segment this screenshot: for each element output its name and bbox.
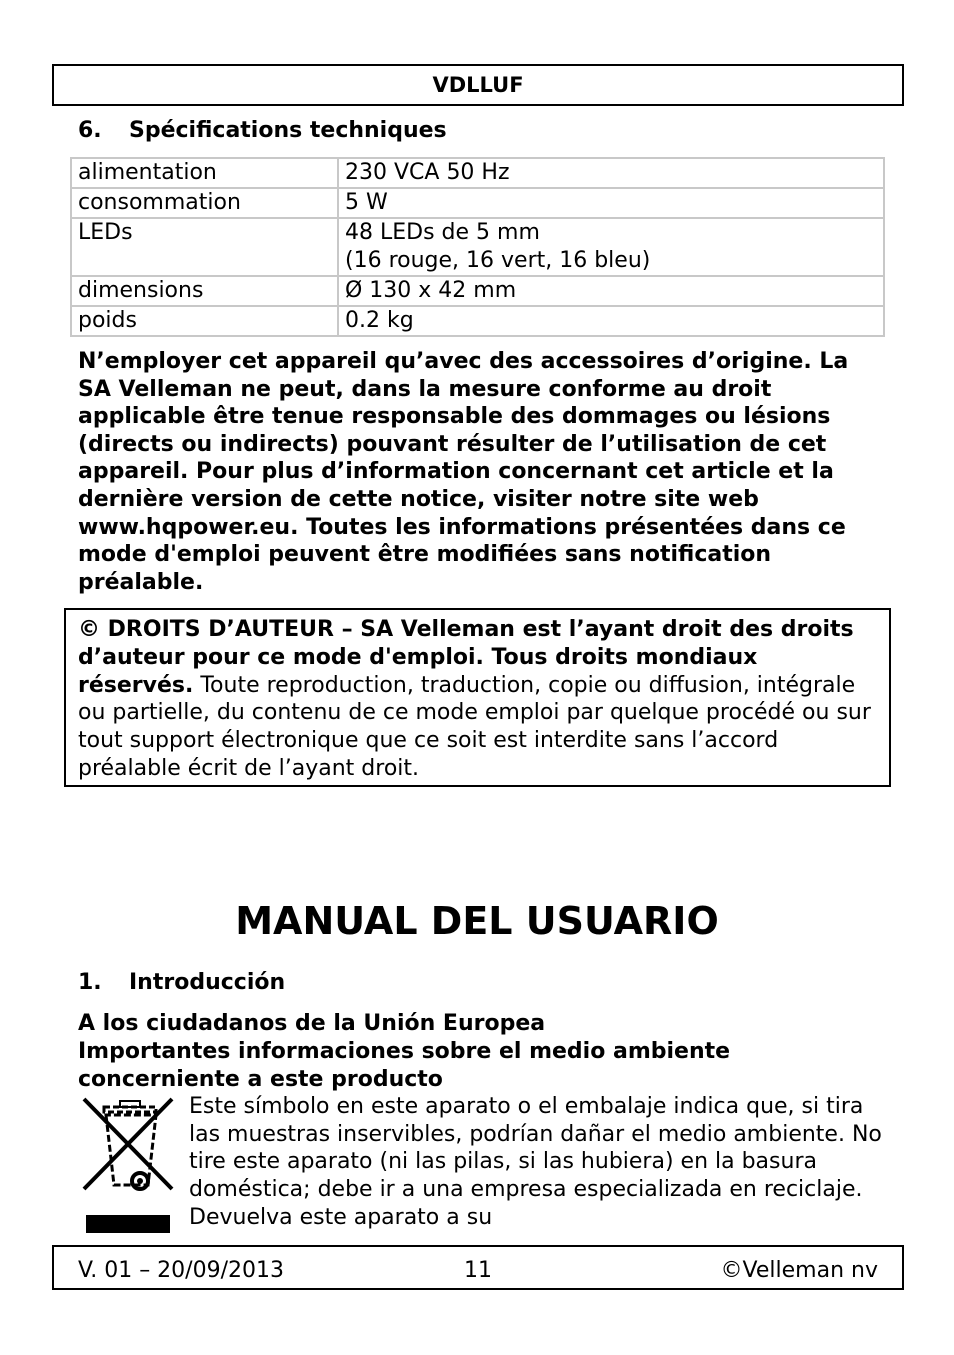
table-row xyxy=(71,158,884,188)
copyright-bold: © DROITS D’AUTEUR – SA Velleman est l’ayant droit des droits d’auteur pour ce mode d'emploi. Tous droits mondiaux réservés. xyxy=(78,617,854,698)
weee-icon xyxy=(78,1093,182,1235)
intro-number: 1. xyxy=(78,970,102,995)
spec-value-cell xyxy=(338,218,884,276)
spec-label: LEDs xyxy=(71,218,338,276)
spec-value: Ø 130 x 42 mm xyxy=(338,276,884,306)
model-code: VDLLUF xyxy=(432,73,524,97)
table-row xyxy=(71,306,884,336)
weee-description: Este símbolo en este aparato o el embalaje indica que, si tira las muestras inservibles, podrían dañar el medio ambiente. No tire este aparato (ni las pilas, si las hubiera) en la basura doméstica; debe ir a una empresa especializada en reciclaje. Devuelva este aparato a su xyxy=(189,1094,882,1230)
spec-table xyxy=(70,157,885,337)
table-row xyxy=(71,218,884,276)
intro-title: Introducción xyxy=(129,970,286,995)
environment-heading: Importantes informaciones sobre el medio ambiente concerniente a este producto xyxy=(78,1039,731,1092)
spec-value: 230 VCA 50 Hz xyxy=(338,158,884,188)
spec-label: dimensions xyxy=(71,276,338,306)
spec-label: consommation xyxy=(71,188,338,218)
table-row xyxy=(71,188,884,218)
specs-title: Spécifications techniques xyxy=(129,118,447,143)
spec-value: 5 W xyxy=(338,188,884,218)
footer-version: V. 01 – 20/09/2013 xyxy=(78,1258,284,1283)
spec-label: alimentation xyxy=(71,158,338,188)
spec-value: 0.2 kg xyxy=(338,306,884,336)
intro-heading xyxy=(78,968,285,998)
copyright-box xyxy=(64,608,891,787)
eu-citizens-heading: A los ciudadanos de la Unión Europea xyxy=(78,1011,546,1036)
specs-number: 6. xyxy=(78,118,102,143)
spec-value-detail: (16 rouge, 16 vert, 16 bleu) xyxy=(345,248,651,273)
spec-label: poids xyxy=(71,306,338,336)
copyright-text: Toute reproduction, traduction, copie ou diffusion, intégrale ou partielle, du contenu de ce mode emploi par quelque procédé ou sur tout support électronique que ce soit est interdite sans l’accord préalable écrit de l’ayant droit. xyxy=(78,672,871,781)
manual-title: MANUAL DEL USUARIO xyxy=(235,899,719,943)
footer-company: ©Velleman nv xyxy=(720,1258,878,1283)
document-header xyxy=(52,64,904,106)
specs-heading xyxy=(78,116,447,146)
page-footer xyxy=(52,1245,904,1290)
footer-page-number: 11 xyxy=(464,1258,492,1283)
liability-notice: N’employer cet appareil qu’avec des accessoires d’origine. La SA Velleman ne peut, dans la mesure conforme au droit applicable être tenue responsable des dommages ou lésions (directs ou indirects) pouvant résulter de l’utilisation de cet appareil. Pour plus d’information concernant cet article et la dernière version de cette notice, visiter notre site web www.hqpower.eu. Toutes les informations présentées dans ce mode d'emploi peuvent être modifiées sans notification préalable. xyxy=(78,349,849,595)
spec-value: 48 LEDs de 5 mm xyxy=(345,220,540,245)
table-row xyxy=(71,276,884,306)
